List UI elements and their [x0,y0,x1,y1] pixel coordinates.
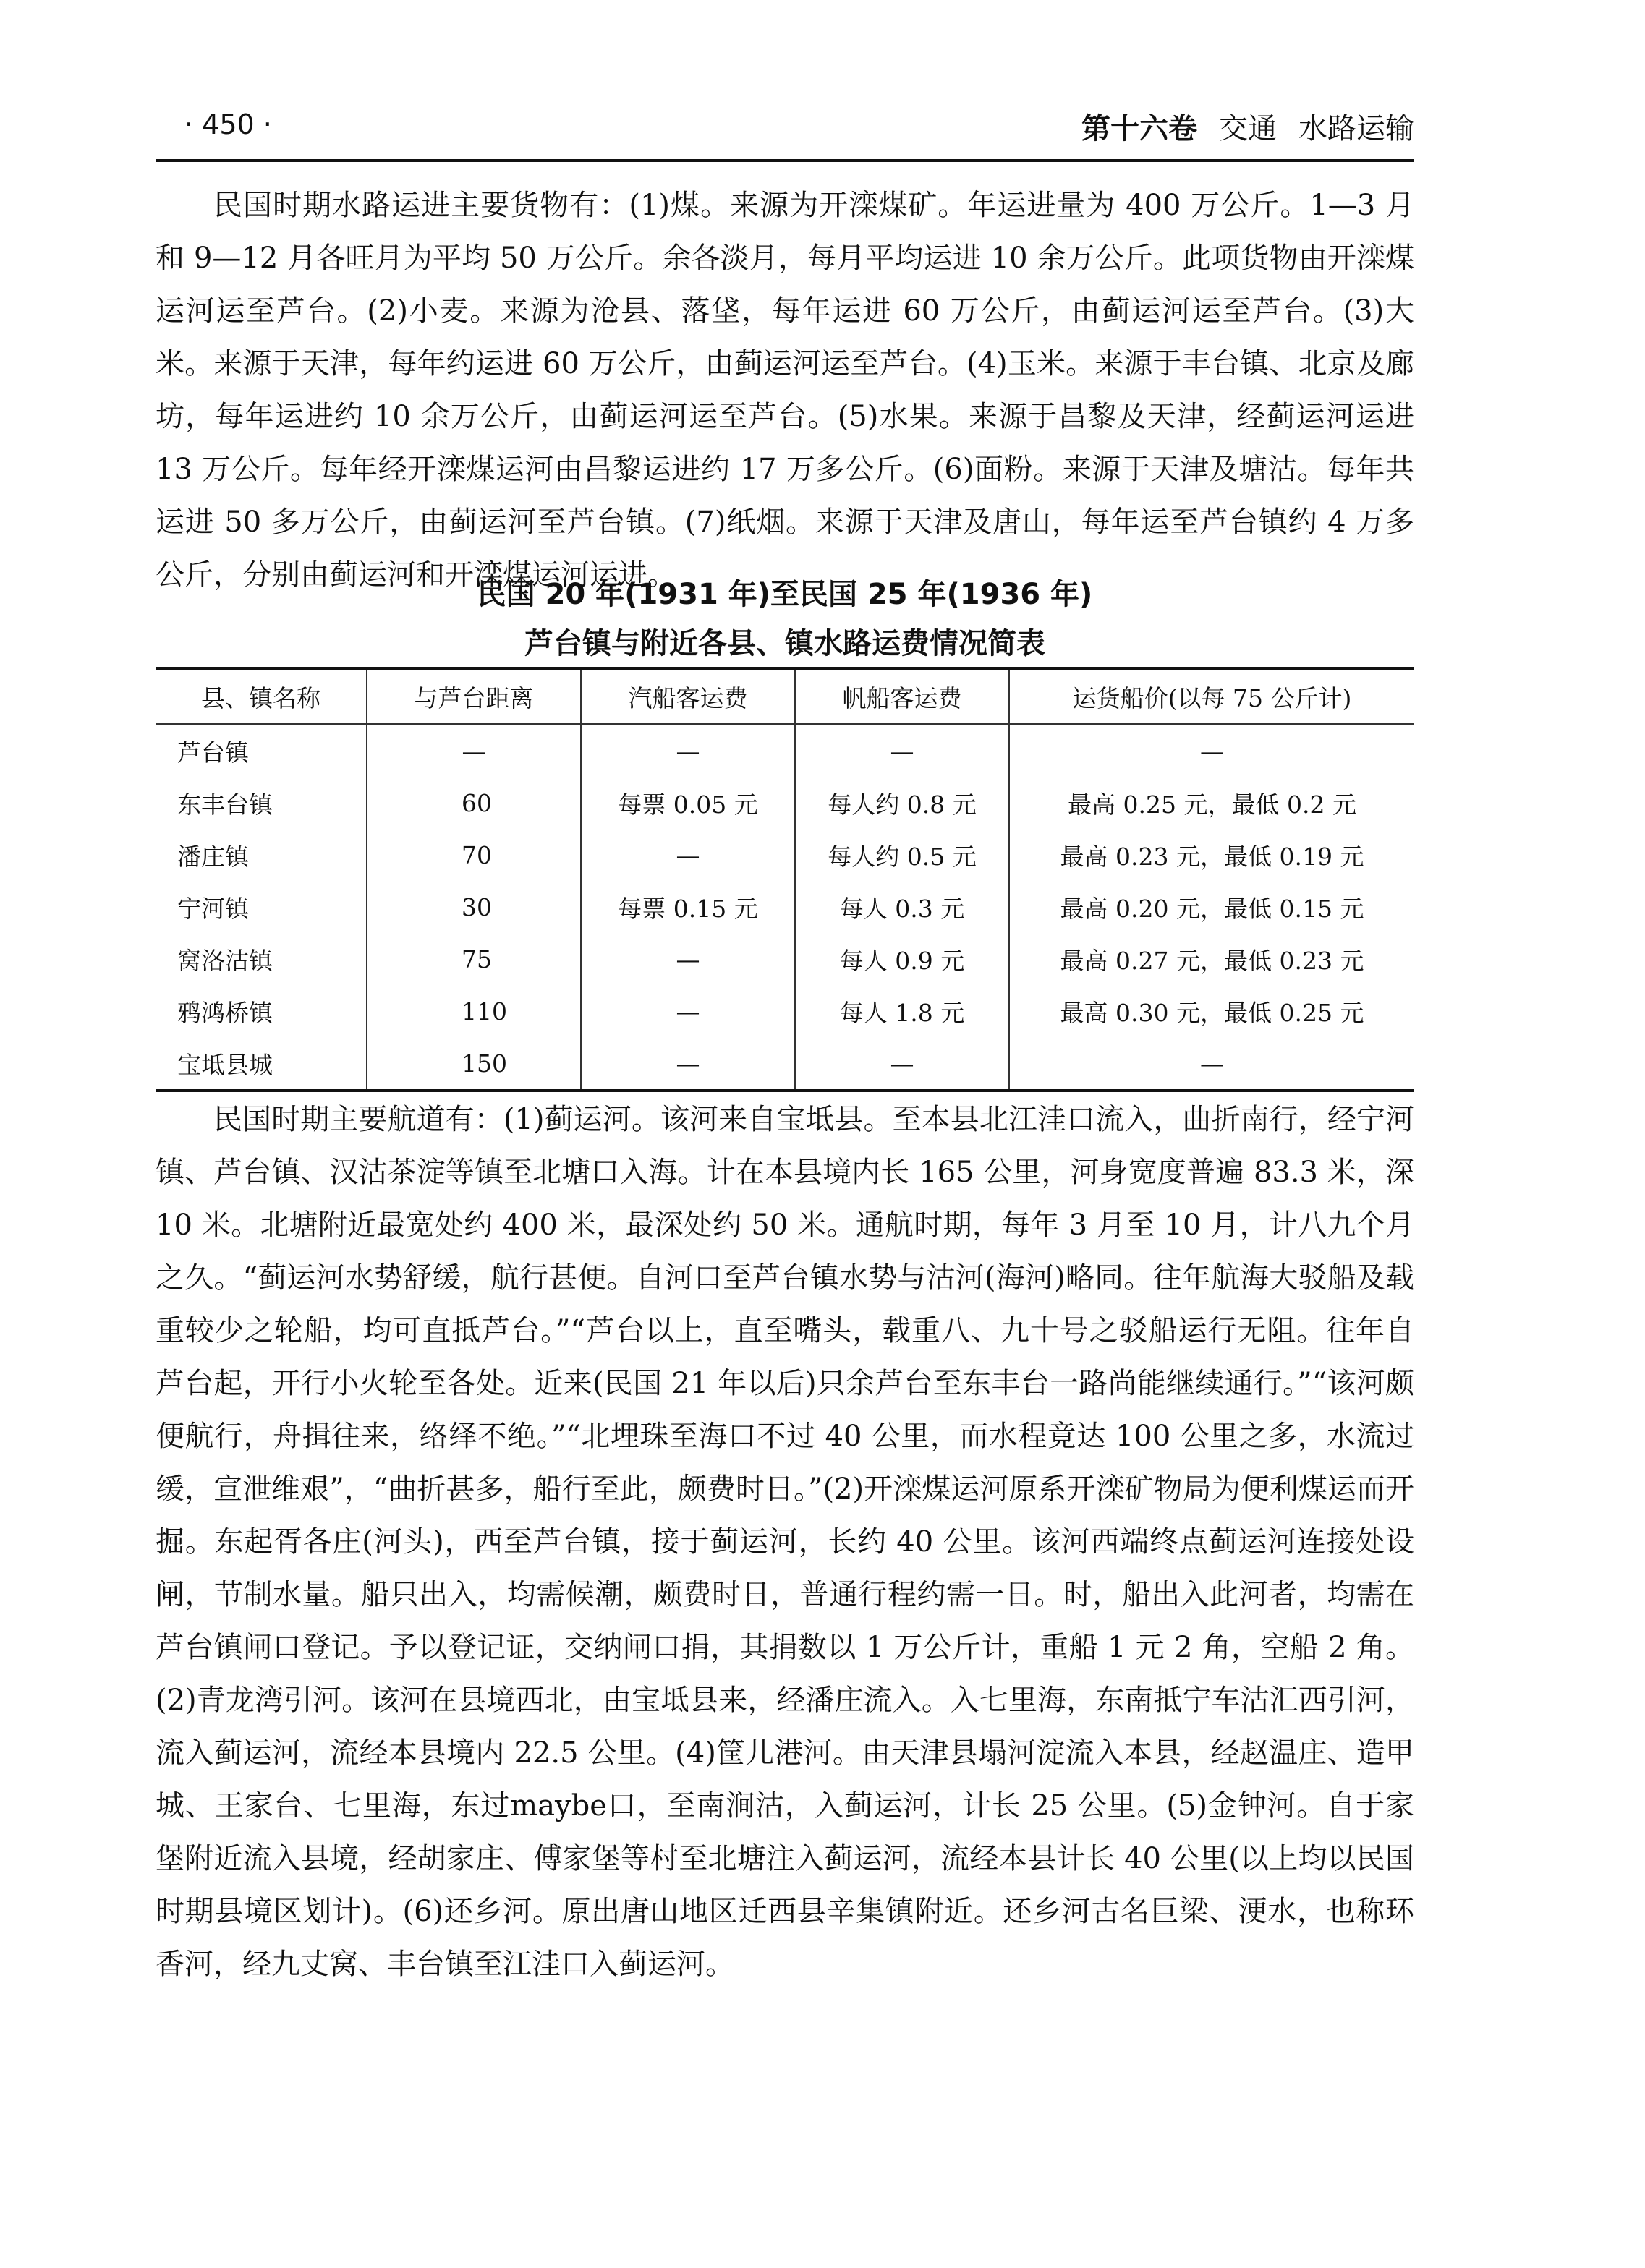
cell-distance: 30 [367,881,581,933]
table-row [156,724,1414,777]
cell-cargo-price: — [1009,724,1414,777]
cell-distance: — [367,724,581,777]
table-row [156,1037,1414,1091]
cell-steamship-fare: — [581,829,795,881]
table-row [156,777,1414,829]
cell-cargo-price: 最高 0.30 元，最低 0.25 元 [1009,985,1414,1037]
cell-sailboat-fare: 每人 0.9 元 [795,933,1009,985]
page-header [156,101,1414,162]
cell-steamship-fare: — [581,1037,795,1091]
header-distance: 与芦台距离 [367,668,581,724]
cell-cargo-price: 最高 0.27 元，最低 0.23 元 [1009,933,1414,985]
table-row [156,933,1414,985]
cell-sailboat-fare: 每人约 0.8 元 [795,777,1009,829]
cell-town-name: 东丰台镇 [156,777,367,829]
cell-distance: 60 [367,777,581,829]
cell-steamship-fare: — [581,933,795,985]
cell-distance: 75 [367,933,581,985]
table-title-main: 芦台镇与附近各县、镇水路运费情况简表 [524,627,1045,660]
subsection-label: 水路运输 [1298,112,1414,145]
cell-steamship-fare: 每票 0.15 元 [581,881,795,933]
volume-label: 第十六卷 [1081,112,1197,145]
cell-town-name: 芦台镇 [156,724,367,777]
cell-sailboat-fare: 每人约 0.5 元 [795,829,1009,881]
cell-town-name: 鸦鸿桥镇 [156,985,367,1037]
cell-sailboat-fare: 每人 1.8 元 [795,985,1009,1037]
cell-steamship-fare: — [581,985,795,1037]
cell-steamship-fare: 每票 0.05 元 [581,777,795,829]
section-label: 交通 [1219,112,1277,145]
running-head [1081,106,1414,147]
cell-sailboat-fare: 每人 0.3 元 [795,881,1009,933]
header-cargo-price: 运货船价(以每 75 公斤计) [1009,668,1414,724]
table-header-row [156,668,1414,724]
header-sailboat-fare: 帆船客运费 [795,668,1009,724]
cell-sailboat-fare: — [795,724,1009,777]
cell-town-name: 窝洛沽镇 [156,933,367,985]
table-row [156,829,1414,881]
cell-cargo-price: 最高 0.20 元，最低 0.15 元 [1009,881,1414,933]
freight-fee-table [156,667,1414,1092]
cell-steamship-fare: — [581,724,795,777]
table-row [156,881,1414,933]
cell-cargo-price: 最高 0.23 元，最低 0.19 元 [1009,829,1414,881]
cell-town-name: 宝坻县城 [156,1037,367,1091]
paragraph-waterways: 民国时期主要航道有：(1)蓟运河。该河来自宝坻县。至本县北江洼口流入，曲折南行，经宁河镇、芦台镇、汉沽茶淀等镇至北塘口入海。计在本县境内长 165 公里，河身宽度普遍 83.3 米，深 10 米。北塘附近最宽处约 400 米，最深处约 50 米。通航时期，每年 3 月至 10 月，计八九个月之久。“蓟运河水势舒缓，航行甚便。自河口至芦台镇水势与沽河(海河)略同。往年航海大驳船及载重较少之轮船，均可直抵芦台。”“芦台以上，直至嘴头，载重八、九十号之驳船运行无阻。往年自芦台起，开行小火轮至各处。近来(民国 21 年以后)只余芦台至东丰台一路尚能继续通行。”“该河颇便航行，舟揖往来，络绎不绝。”“北埋珠至海口不过 40 公里，而水程竟达 100 公里之多，水流过缓，宣泄维艰”，“曲折甚多，船行至此，颇费时日。”(2)开滦煤运河原系开滦矿物局为便利煤运而开掘。东起胥各庄(河头)，西至芦台镇，接于蓟运河，长约 40 公里。该河西端终点蓟运河连接处设闸，节制水量。船只出入，均需候潮，颇费时日，普通行程约需一日。时，船出入此河者，均需在芦台镇闸口登记。予以登记证，交纳闸口捐，其捐数以 1 万公斤计，重船 1 元 2 角，空船 2 角。(2)青龙湾引河。该河在县境西北，由宝坻县来，经潘庄流入。入七里海，东南抵宁车沽汇西引河，流入蓟运河，流经本县境内 22.5 公里。(4)筐儿港河。由天津县塌河淀流入本县，经赵温庄、造甲城、王家台、七里海，东过maybe口，至南涧沽，入蓟运河，计长 25 公里。(5)金钟河。自于家堡附近流入县境，经胡家庄、傅家堡等村至北塘注入蓟运河，流经本县计长 40 公里(以上均以民国时期县境区划计)。(6)还乡河。原出唐山地区迁西县辛集镇附近。还乡河古名巨梁、浭水，也称环香河，经九丈窝、丰台镇至江洼口入蓟运河。 [156,1103,1414,1981]
cell-distance: 110 [367,985,581,1037]
cell-sailboat-fare: — [795,1037,1009,1091]
header-town-name: 县、镇名称 [156,668,367,724]
cell-cargo-price: 最高 0.25 元，最低 0.2 元 [1009,777,1414,829]
cell-distance: 70 [367,829,581,881]
cell-town-name: 潘庄镇 [156,829,367,881]
cell-cargo-price: — [1009,1037,1414,1091]
table-title-period: 民国 20 年(1931 年)至民国 25 年(1936 年) [477,578,1093,611]
page-number: · 450 · [184,108,272,140]
cell-town-name: 宁河镇 [156,881,367,933]
table-row [156,985,1414,1037]
header-steamship-fare: 汽船客运费 [581,668,795,724]
paragraph-cargo: 民国时期水路运进主要货物有：(1)煤。来源为开滦煤矿。年运进量为 400 万公斤。1—3 月和 9—12 月各旺月为平均 50 万公斤。余各淡月，每月平均运进 10 余万公斤。此项货物由开滦煤运河运至芦台。(2)小麦。来源为沧县、落垡，每年运进 60 万公斤，由蓟运河运至芦台。(3)大米。来源于天津，每年约运进 60 万公斤，由蓟运河运至芦台。(4)玉米。来源于丰台镇、北京及廊坊，每年运进约 10 余万公斤，由蓟运河运至芦台。(5)水果。来源于昌黎及天津，经蓟运河运进 13 万公斤。每年经开滦煤运河由昌黎运进约 17 万多公斤。(6)面粉。来源于天津及塘沽。每年共运进 50 多万公斤，由蓟运河至芦台镇。(7)纸烟。来源于天津及唐山，每年运至芦台镇约 4 万多公斤，分别由蓟运河和开滦煤运河运进。 [156,189,1414,592]
cell-distance: 150 [367,1037,581,1091]
